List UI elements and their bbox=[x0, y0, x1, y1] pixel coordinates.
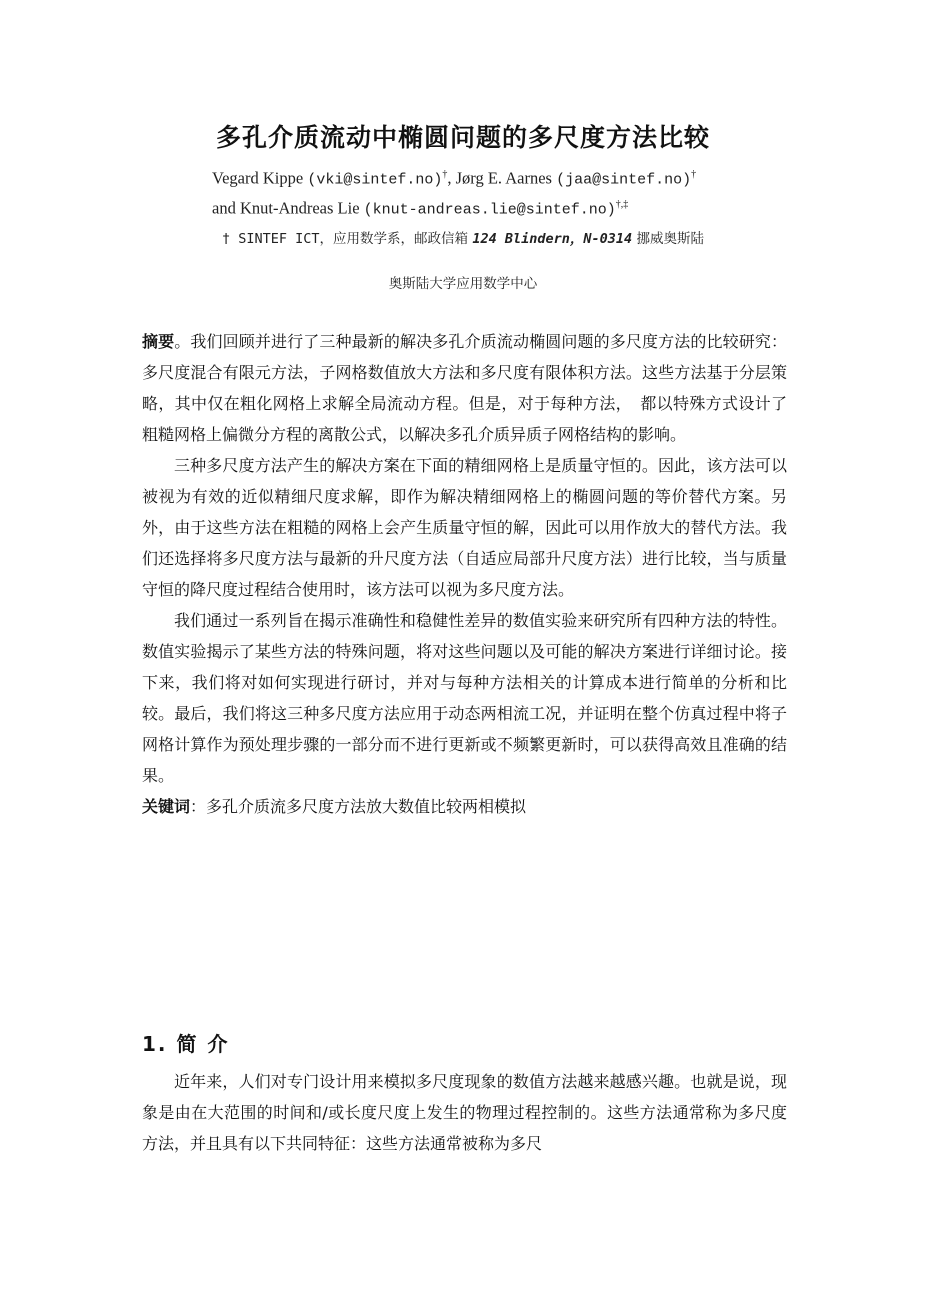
author-name: Vegard Kippe bbox=[212, 168, 304, 188]
author-email: (knut-andreas.lie@sintef.no) bbox=[363, 201, 616, 218]
author-line-1 bbox=[212, 163, 696, 193]
affiliation-suffix: 挪威奥斯陆 bbox=[636, 231, 704, 247]
affiliation-mark: †,‡ bbox=[615, 198, 629, 210]
author-email: (jaa@sintef.no) bbox=[556, 171, 692, 189]
affiliation-line-2: 奥斯陆大学应用数学中心 bbox=[388, 276, 538, 292]
abstract-paragraph-2: 三种多尺度方法产生的解决方案在下面的精细网格上是质量守恒的。因此，该方法可以被视为有效的近似精细尺度求解，即作为解决精细网格上的椭圆问题的等价替代方案。另外，由于这些方法在粗糙的网格上会产生质量守恒的解，因此可以用作放大的替代方法。我们还选择将多尺度方法与最新的升尺度方法（自适应局部升尺度方法）进行比较，当与质量守恒的降尺度过程结合使用时，该方法可以视为多尺度方法。 bbox=[142, 456, 787, 599]
affiliation-prefix: † SINTEF ICT，应用数学系，邮政信箱 bbox=[222, 231, 469, 247]
abstract-paragraph bbox=[142, 326, 787, 450]
paper-title: 多孔介质流动中椭圆问题的多尺度方法比较 bbox=[215, 123, 710, 152]
abstract-paragraph-1-text: 。我们回顾并进行了三种最新的解决多孔介质流动椭圆问题的多尺度方法的比较研究：多尺度混合有限元方法，子网格数值放大方法和多尺度有限体积方法。这些方法基于分层策略，其中仅在粗化网格上求解全局流动方程。但是，对于每种方法， 都以特殊方式设计了粗糙网格上偏微分方程的离散公式，以解决多孔介质异质子网格结构的影响。 bbox=[142, 332, 787, 444]
keywords-text: ：多孔介质流多尺度方法放大数值比较两相模拟 bbox=[190, 797, 527, 816]
author-block bbox=[212, 163, 696, 222]
keywords-line bbox=[142, 791, 787, 822]
affiliation-line-1 bbox=[0, 227, 926, 247]
intro-paragraph: 近年来，人们对专门设计用来模拟多尺度现象的数值方法越来越感兴趣。也就是说，现象是由在大范围的时间和/或长度尺度上发生的物理过程控制的。这些方法通常称为多尺度方法，并且具有以下共同特征：这些方法通常被称为多尺 bbox=[142, 1072, 787, 1153]
author-name: and Knut-Andreas Lie bbox=[212, 198, 360, 217]
section-heading: 1. 简 介 bbox=[142, 1032, 230, 1056]
author-line-2 bbox=[212, 193, 696, 223]
abstract-label: 摘要 bbox=[142, 332, 175, 351]
author-email: (vki@sintef.no) bbox=[307, 171, 443, 189]
intro-block bbox=[142, 1066, 787, 1159]
abstract-paragraph-3: 我们通过一系列旨在揭示准确性和稳健性差异的数值实验来研究所有四种方法的特性。数值实验揭示了某些方法的特殊问题，将对这些问题以及可能的解决方案进行详细讨论。接下来，我们将对如何实现进行研讨，并对与每种方法相关的计算成本进行简单的分析和比较。最后，我们将这三种多尺度方法应用于动态两相流工况，并证明在整个仿真过程中将子网格计算作为预处理步骤的一部分而不进行更新或不频繁更新时，可以获得高效且准确的结果。 bbox=[142, 611, 787, 785]
affiliation-mark: † bbox=[442, 169, 448, 180]
keywords-label: 关键词 bbox=[142, 797, 191, 816]
abstract-block bbox=[142, 326, 787, 822]
author-name: , Jørg E. Aarnes bbox=[447, 168, 552, 188]
affiliation-address: 124 Blindern，N-0314 bbox=[472, 231, 633, 247]
affiliation-mark: † bbox=[691, 169, 697, 180]
